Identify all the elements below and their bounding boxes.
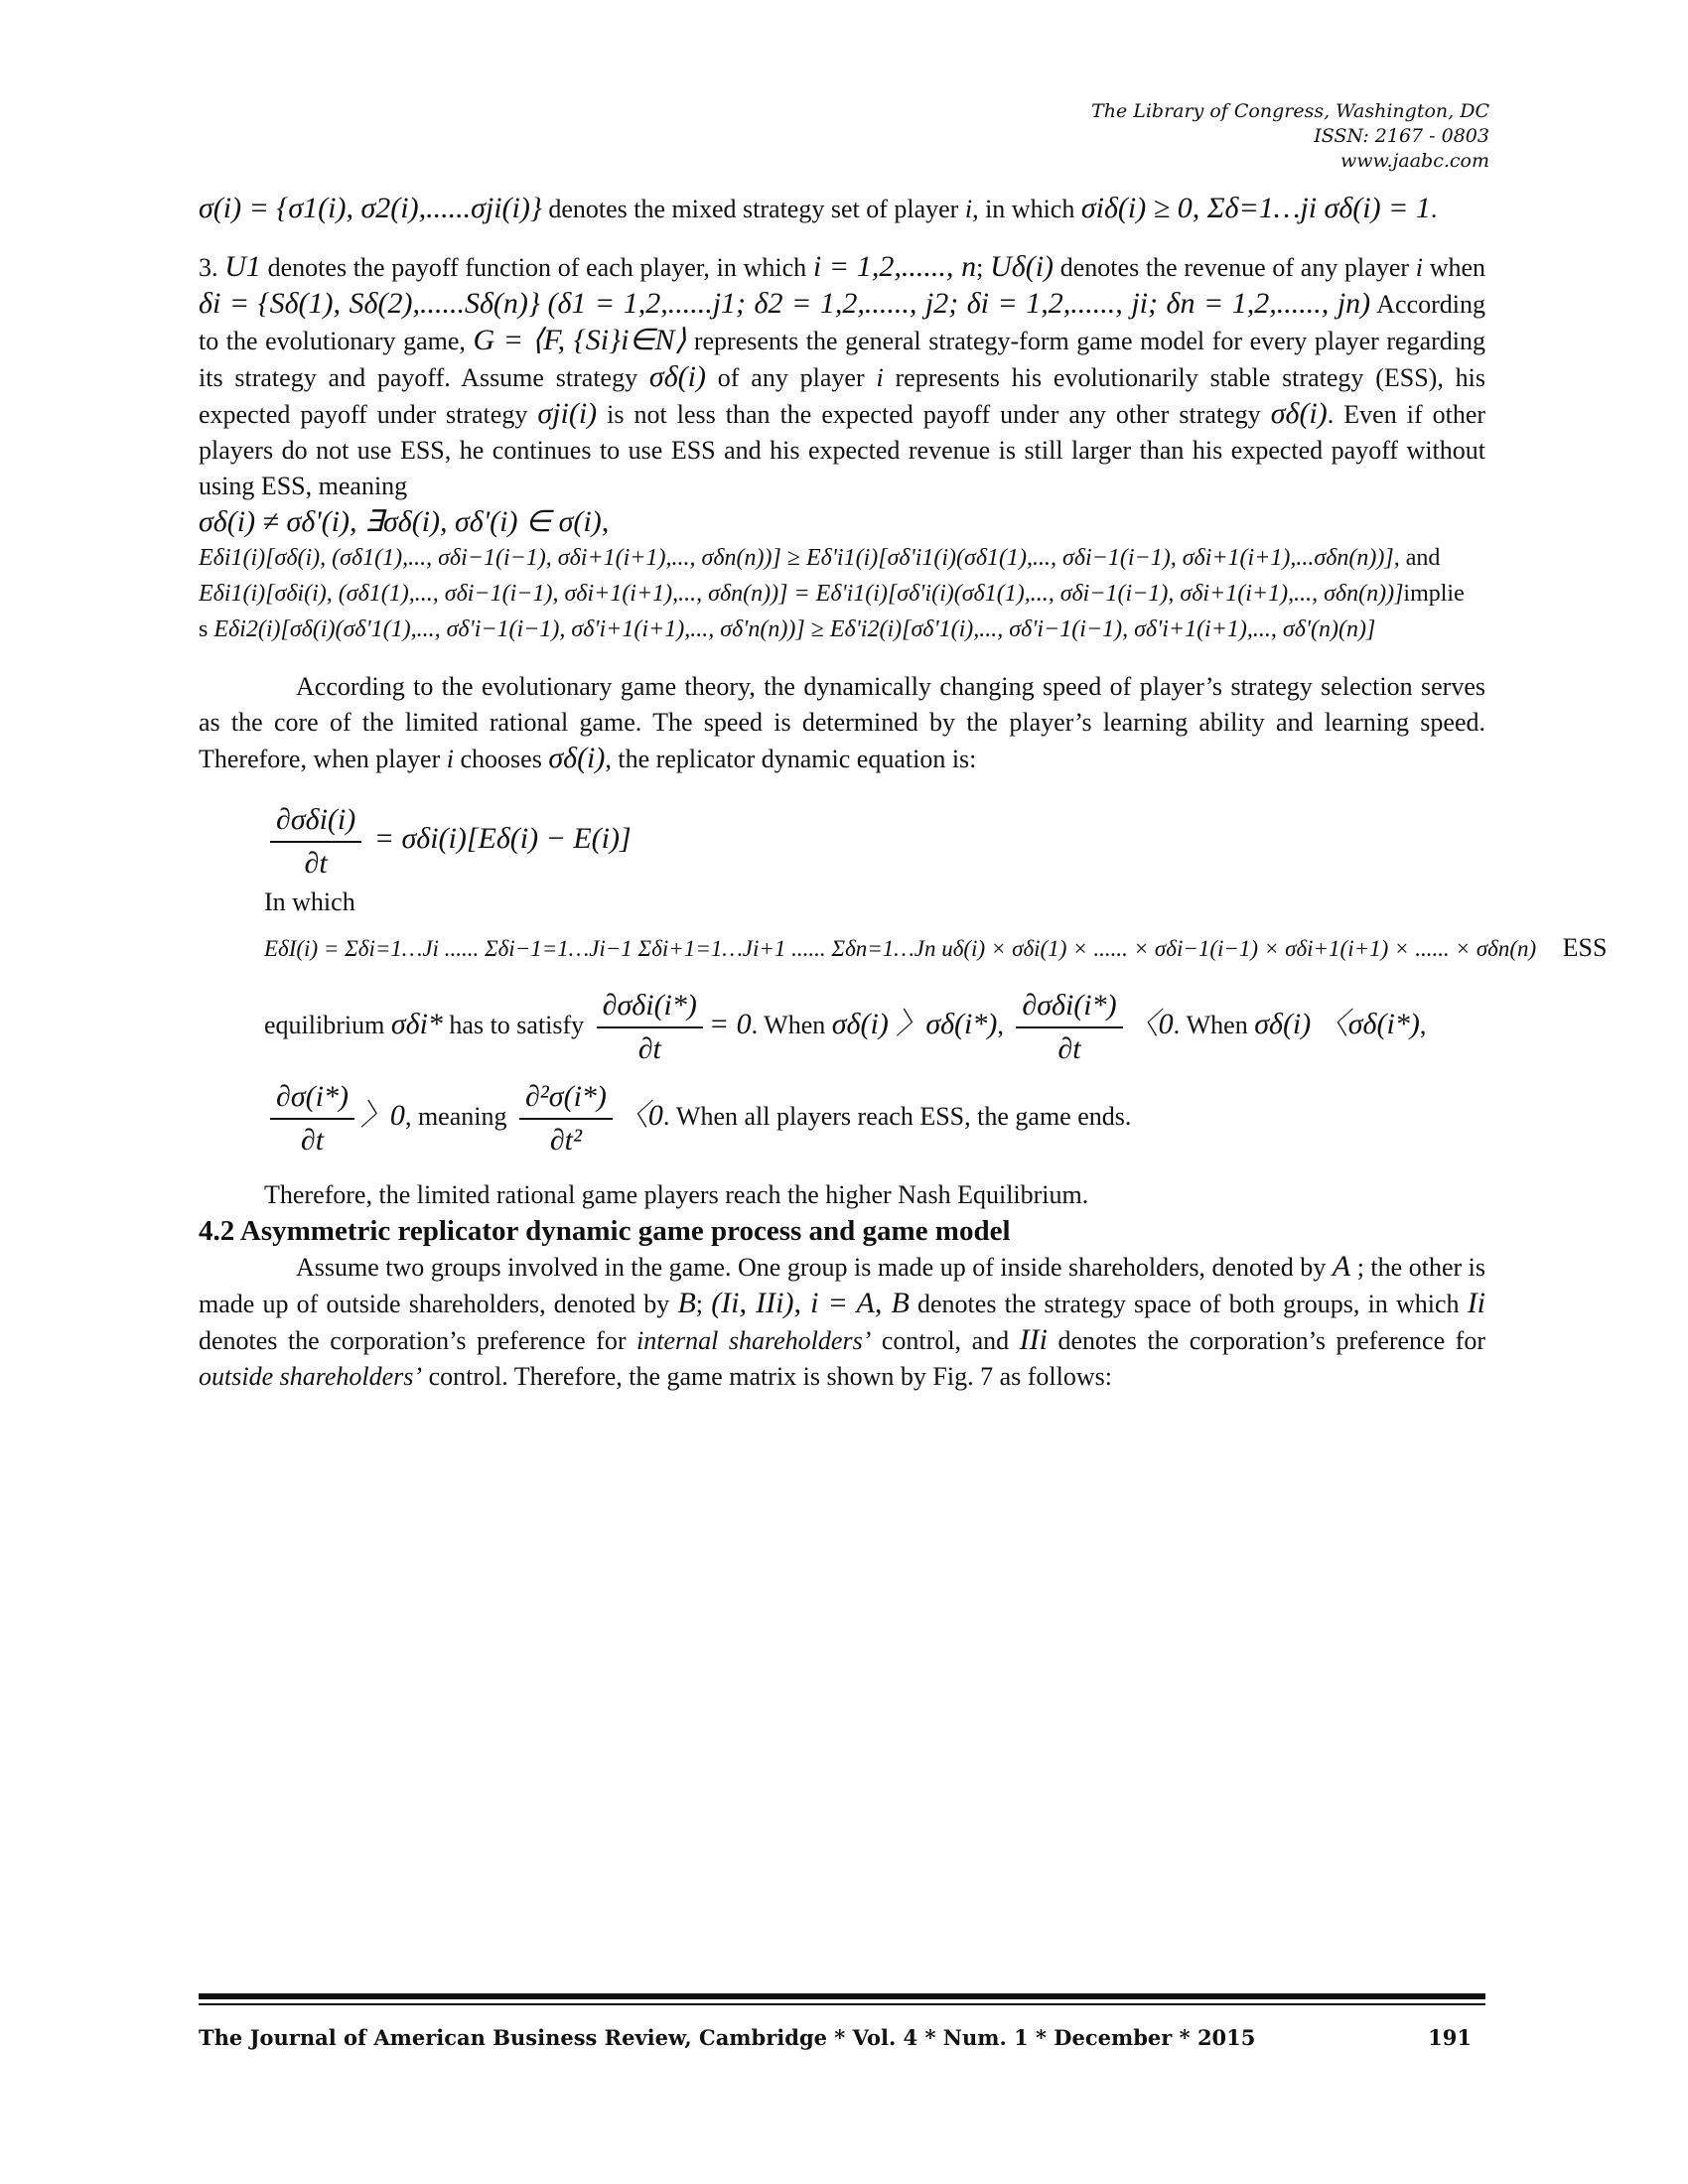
condition-2: σδ(i) 〉σδ(i*) [831, 1007, 998, 1040]
ess-conditions-line-2 [264, 1076, 1485, 1161]
condition-4: σδ(i) 〈σδ(i*) [1254, 1007, 1420, 1040]
condition-rhs-1: = 0 [708, 1007, 752, 1040]
var-u1: U1 [224, 250, 261, 283]
page-body [199, 191, 1608, 1395]
text: denotes the mixed strategy set of player [548, 195, 959, 223]
text: denotes the strategy space of both groups, in which [917, 1290, 1460, 1318]
var-u-delta: Uδ(i) [990, 250, 1055, 283]
text: denotes the revenue of any player [1059, 253, 1410, 282]
paragraph-assume-groups: Assume two groups involved in the game. One group is made up of inside shareholders, denoted by A ; the other is made up of outside shareholders, denoted by B; (Ii, IIi), i = A, B denotes the strategy space of both groups, in which Ii denotes the corporation’s preference for internal shareholders’ control, and IIi denotes the corporation’s preference for outside shareholders’ control. Therefore, the game matrix is shown by Fig. 7 as follows: [199, 1250, 1486, 1391]
emphasis-outside: outside shareholders’ [199, 1362, 423, 1391]
header-website: www.jaabc.com [1339, 150, 1489, 172]
header-library: The Library of Congress, Washington, DC [1091, 100, 1489, 122]
fraction-denominator: ∂t [304, 847, 328, 880]
equation-ess-inequality: Eδi1(i)[σδ(i), (σδ1(1),..., σδi−1(i−1), σδi+1(i+1),..., σδn(n))] ≥ Eδ'i1(i)[σδ'i1(i)(σδ1(1),..., σδi−1(i−1), σδi+1(i+1),...σδn(n))], [199, 545, 1400, 571]
var-iii: IIi [1019, 1323, 1048, 1356]
text: represents the general strategy-form game model for every player regarding its strategy and payoff. Assume strategy [199, 327, 1486, 392]
equation-game-model: G = ⟨F, {Si}i∈N⟩ [473, 324, 687, 356]
text: , in which [972, 195, 1075, 223]
equation-mixed-strategy-set: σ(i) = {σ1(i), σ2(i),......σji(i)} [199, 192, 542, 224]
fraction-numerator: ∂σδi(i*) [597, 985, 703, 1028]
text: According to the evolutionary game, [199, 290, 1486, 355]
text: , the replicator dynamic equation is: [605, 745, 977, 773]
emphasis-internal: internal shareholders’ [636, 1326, 872, 1355]
replicator-fraction [270, 799, 361, 885]
equation-expected-payoff-sum: EδI(i) = Σδi=1…Ji ...... Σδi−1=1…Ji−1 Σδi+1=1…Ji+1 ...... Σδn=1…Jn uδ(i) × σδi(1) × ...... × σδi−1(i−1) × σδi+1(i+1) × ...... × σδn(n) [264, 936, 1537, 961]
expected-payoff-equation [264, 930, 1608, 967]
text-s: s [199, 616, 209, 642]
section-heading-4-2: 4.2 Asymmetric replicator dynamic game process and game model [199, 1215, 1011, 1247]
text: represents his evolutionarily stable strategy (ESS), his expected payoff under strategy [199, 363, 1485, 429]
footer-rule-thin [199, 2003, 1485, 2005]
var-sigma-delta: σδ(i) [648, 360, 706, 393]
paragraph-payoff-definition: 3. U1 denotes the payoff function of each player, in which i = 1,2,......, n; Uδ(i) denotes the revenue of any player i when δi = {Sδ(1), Sδ(2),......Sδ(n)} (δ1 = 1,2,......j1; δ2 = 1,2,......, j2; δi = 1,2,......, ji; δn = 1,2,......, jn) According to the evolutionary game, G = ⟨F, {Si}i∈N⟩ represents the general strategy-form game model for every player regarding its strategy and payoff. Assume strategy σδ(i) of any player i represents his evolutionarily stable strategy (ESS), his expected payoff under strategy σji(i) is not less than the expected payoff under any other strategy σδ(i). Even if other players do not use ESS, he continues to use ESS and his expected revenue is still larger than his expected payoff without using ESS, meaning [199, 250, 1486, 500]
equation-strategy-space: (Ii, IIi), i = A, B [711, 1287, 910, 1319]
text: denotes the corporation’s preference for [199, 1326, 627, 1355]
equation-i-range: i = 1,2,......, n [812, 250, 977, 283]
fraction-denominator: ∂t [300, 1124, 325, 1157]
text: equilibrium [264, 1010, 385, 1039]
var-i: i [876, 363, 884, 392]
var-sigma-ji: σji(i) [537, 397, 598, 430]
var-i: i [446, 745, 454, 773]
equation-delta-i: δi = {Sδ(1), Sδ(2),......Sδ(n)} [199, 287, 540, 320]
condition-rhs-3: 〈0 [1128, 1007, 1174, 1040]
page-header [1091, 99, 1489, 174]
condition-fraction-5 [270, 1076, 354, 1161]
var-ii: Ii [1467, 1287, 1486, 1319]
text: has to satisfy [449, 1010, 585, 1039]
equation-delta-ranges: (δ1 = 1,2,......j1; δ2 = 1,2,......, j2; δi = 1,2,......, ji; δn = 1,2,......, jn) [547, 287, 1371, 320]
equation-ess-implies: Eδi2(i)[σδ(i)(σδ'1(1),..., σδ'i−1(i−1), σδ'i+1(i+1),..., σδ'n(n))] ≥ Eδ'i2(i)[σδ'1(i),..., σδ'i−1(i−1), σδ'i+1(i+1),..., σδ'(n)(n)] [213, 616, 1376, 642]
text: According to the evolutionary game theory, the dynamically changing speed of player’s strategy selection serves as the core of the limited rational game. The speed is determined by the player’s learning ability and learning speed. Therefore, when player [199, 672, 1485, 773]
header-issn: ISSN: 2167 - 0803 [1314, 125, 1489, 147]
equation-ess-equality: Eδi1(i)[σδi(i), (σδ1(1),..., σδi−1(i−1), σδi+1(i+1),..., σδn(n))] = Eδ'i1(i)[σδ'i(i)(σδ1(1),..., σδi−1(i−1), σδi+1(i+1),..., σδn(n))] [199, 581, 1404, 607]
condition-rhs-5: 〉0 [359, 1098, 405, 1132]
text: . When [1173, 1010, 1248, 1039]
equation-mixed-condition: σiδ(i) ≥ 0, Σδ=1…ji σδ(i) = 1 [1080, 192, 1431, 224]
paragraph-evolutionary-game [199, 669, 1485, 777]
var-sigma-delta: σδ(i) [548, 742, 606, 774]
ess-conditions-line: equilibrium σδi* has to satisfy $\frac{\text{∂σδi(i*)}}{\partial t}$ = 0. When σδ(i) 〉σδ(i*), $\frac{\text{∂σδi(i*)}}{\partial t}$ 〈0. When σδ(i) 〈σδ(i*), [264, 985, 1485, 1070]
fraction-numerator: ∂²σ(i*) [519, 1076, 613, 1120]
var-b: B [677, 1287, 696, 1319]
text-ess: ESS [1562, 933, 1608, 962]
condition-fraction-1 [597, 985, 703, 1070]
text: , meaning [404, 1101, 507, 1131]
condition-fraction-3 [1016, 985, 1122, 1070]
var-i: i [964, 195, 973, 223]
text: . Even if other players do not use ESS, he continues to use ESS and his expected revenue is still larger than his expected payoff without using ESS, meaning [199, 400, 1486, 500]
text: control. Therefore, the game matrix is shown by Fig. 7 as follows: [428, 1362, 1112, 1391]
fraction-numerator: ∂σδi(i*) [1016, 985, 1122, 1028]
fraction-denominator: ∂t² [549, 1124, 583, 1157]
text: when [1429, 253, 1486, 282]
var-a: A [1332, 1250, 1351, 1283]
text: denotes the payoff function of each player, in which [267, 253, 807, 282]
text: chooses [460, 745, 542, 773]
text: . When [751, 1010, 826, 1039]
replicator-equation [264, 799, 1485, 885]
footer-page-number: 191 [1428, 2025, 1472, 2050]
item-number: 3. [199, 253, 218, 282]
text: . When all players reach ESS, the game ends. [662, 1101, 1132, 1131]
text-implie: implie [1403, 581, 1465, 607]
replicator-rhs: = σδi(i)[Eδ(i) − E(i)] [373, 821, 632, 855]
text: denotes the corporation’s preference for [1057, 1326, 1485, 1355]
var-sigma-delta: σδ(i) [1270, 397, 1328, 430]
fraction-denominator: ∂t [1057, 1032, 1081, 1065]
fraction-numerator: ∂σδi(i) [270, 799, 361, 843]
equation-ess-equality-line [199, 576, 1485, 612]
text: is not less than the expected payoff under any other strategy [607, 400, 1261, 429]
footer-rule-thick [199, 1993, 1485, 1999]
var-i: i [1415, 253, 1423, 282]
condition-fraction-6 [519, 1076, 613, 1161]
mixed-strategy-line: σ(i) = {σ1(i), σ2(i),......σji(i)} denotes the mixed strategy set of player i, in which σiδ(i) ≥ 0, Σδ=1…ji σδ(i) = 1. [199, 192, 1438, 224]
text: of any player [717, 363, 865, 392]
paragraph-therefore: Therefore, the limited rational game players reach the higher Nash Equilibrium. [264, 1180, 1089, 1209]
page-footer [199, 2025, 1485, 2050]
footer-journal: The Journal of American Business Review, Cambridge * Vol. 4 * Num. 1 * December * 2015 [199, 2025, 1256, 2050]
text-in-which: In which [264, 887, 355, 916]
text: Assume two groups involved in the game. One group is made up of inside shareholders, denoted by [296, 1253, 1327, 1282]
text-and: and [1405, 545, 1441, 571]
text: control, and [881, 1326, 1010, 1355]
var-sigma-istar: σδi* [390, 1007, 443, 1040]
text: ; the other is made up of outside shareholders, denoted by [199, 1253, 1486, 1318]
fraction-numerator: ∂σ(i*) [270, 1076, 354, 1120]
equation-ess-inequality-line [199, 540, 1485, 576]
equation-ess-implies-line [199, 612, 1485, 647]
fraction-denominator: ∂t [637, 1032, 661, 1065]
equation-meaning: σδ(i) ≠ σδ'(i), ∃σδ(i), σδ'(i) ∈ σ(i), [199, 505, 610, 538]
condition-rhs-6: 〈0 [618, 1098, 663, 1132]
